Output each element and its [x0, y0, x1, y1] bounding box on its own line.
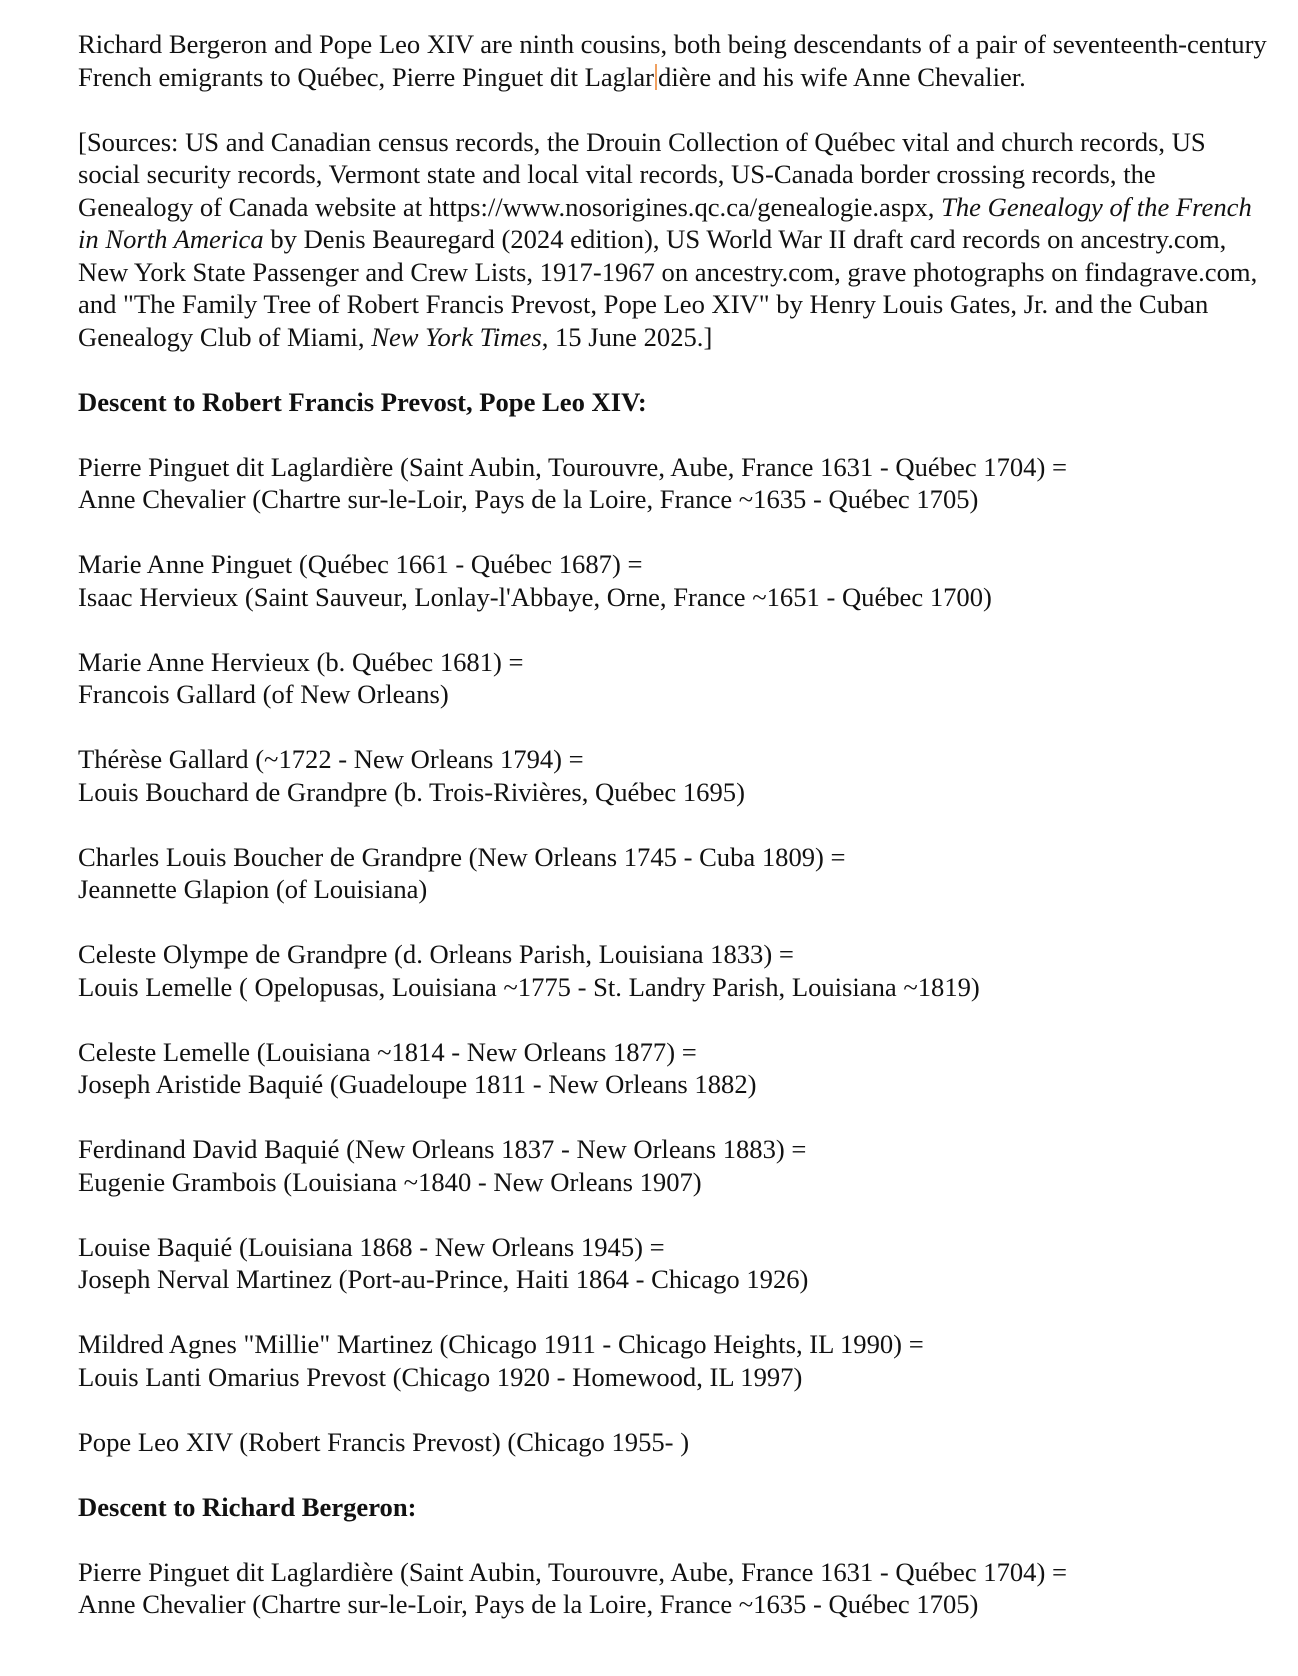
- ancestor-line: Celeste Olympe de Grandpre (d. Orleans Parish, Louisiana 1833) =: [78, 939, 794, 969]
- ancestor-line: Marie Anne Hervieux (b. Québec 1681) =: [78, 646, 524, 677]
- descent-entry: [78, 1328, 1268, 1393]
- descent-entry: [78, 938, 1268, 1003]
- spouse-line: Louis Lemelle ( Opelopusas, Louisiana ~1775 - St. Landry Parish, Louisiana ~1819): [78, 971, 980, 1002]
- spouse-line: Isaac Hervieux (Saint Sauveur, Lonlay-l'Abbaye, Orne, France ~1651 - Québec 1700): [78, 581, 992, 612]
- sources-text-3: , 15 June 2025.]: [541, 321, 713, 352]
- ancestor-line: Pierre Pinguet dit Laglardière (Saint Aubin, Tourouvre, Aube, France 1631 - Québec 1704) =: [78, 1556, 1067, 1587]
- spouse-line: Louis Bouchard de Grandpre (b. Trois-Rivières, Québec 1695): [78, 776, 745, 807]
- sources-paragraph: [78, 126, 1268, 354]
- ancestor-line: Marie Anne Pinguet (Québec 1661 - Québec 1687) =: [78, 549, 643, 579]
- ancestor-line: Charles Louis Boucher de Grandpre (New Orleans 1745 - Cuba 1809) =: [78, 841, 846, 872]
- descent-entry-final: [78, 1426, 1268, 1459]
- spouse-line: Joseph Nerval Martinez (Port-au-Prince, Haiti 1864 - Chicago 1926): [78, 1264, 809, 1294]
- descent-entry: [78, 1133, 1268, 1198]
- spouse-line: Anne Chevalier (Chartre sur-le-Loir, Pays de la Loire, France ~1635 - Québec 1705): [78, 1589, 979, 1619]
- sources-book-title: The Genealogy of the French in North America: [78, 191, 1252, 254]
- intro-text-end: dière and his wife Anne Chevalier.: [658, 61, 1026, 92]
- spouse-line: Francois Gallard (of New Orleans): [78, 679, 449, 709]
- document-body: [78, 28, 1268, 1653]
- spouse-line: Eugenie Grambois (Louisiana ~1840 - New Orleans 1907): [78, 1166, 702, 1197]
- ancestor-line: Mildred Agnes "Millie" Martinez (Chicago 1911 - Chicago Heights, IL 1990) =: [78, 1329, 924, 1359]
- prevost-descent-heading: Descent to Robert Francis Prevost, Pope Leo XIV:: [78, 386, 647, 417]
- ancestor-line: Thérèse Gallard (~1722 - New Orleans 1794) =: [78, 744, 584, 774]
- text-cursor: [655, 64, 657, 90]
- descent-entry: [78, 646, 1268, 711]
- ancestor-line: Ferdinand David Baquié (New Orleans 1837 - New Orleans 1883) =: [78, 1134, 807, 1164]
- bergeron-descent-heading: Descent to Richard Bergeron:: [78, 1491, 417, 1522]
- ancestor-line: Pierre Pinguet dit Laglardière (Saint Aubin, Tourouvre, Aube, France 1631 - Québec 1704) =: [78, 451, 1067, 482]
- spouse-line: Anne Chevalier (Chartre sur-le-Loir, Pays de la Loire, France ~1635 - Québec 1705): [78, 484, 979, 514]
- descent-entry: [78, 841, 1268, 906]
- descent-entry: [78, 1231, 1268, 1296]
- spouse-line: Joseph Aristide Baquié (Guadeloupe 1811 - New Orleans 1882): [78, 1069, 757, 1099]
- prevost-descent-list: [78, 451, 1268, 1459]
- ancestor-line: Celeste Lemelle (Louisiana ~1814 - New Orleans 1877) =: [78, 1036, 697, 1067]
- intro-text-start: Richard Bergeron and Pope Leo XIV are ninth cousins, both being descendants of a pair of seventeenth-century French emigrants to Québec, Pierre Pinguet dit Laglar: [78, 29, 1267, 92]
- spouse-line: Jeannette Glapion (of Louisiana): [78, 874, 428, 904]
- pope-line: Pope Leo XIV (Robert Francis Prevost) (Chicago 1955- ): [78, 1426, 690, 1457]
- descent-entry: [78, 1556, 1268, 1621]
- descent-entry: [78, 743, 1268, 808]
- spouse-line: Louis Lanti Omarius Prevost (Chicago 1920 - Homewood, IL 1997): [78, 1361, 803, 1392]
- ancestor-line: Louise Baquié (Louisiana 1868 - New Orleans 1945) =: [78, 1231, 665, 1262]
- sources-newspaper-title: New York Times: [371, 321, 542, 352]
- intro-paragraph: [78, 28, 1268, 93]
- sources-text-1: [Sources: US and Canadian census records, the Drouin Collection of Québec vital and church records, US social security records, Vermont state and local vital records, US-Canada border crossing records, the Genealogy of Canada website at https://www.nosorigines.qc.ca/genealogie.aspx,: [78, 126, 1206, 222]
- descent-entry: [78, 451, 1268, 516]
- descent-entry: [78, 548, 1268, 613]
- descent-entry: [78, 1036, 1268, 1101]
- bergeron-descent-list: [78, 1556, 1268, 1621]
- sources-text-2: by Denis Beauregard (2024 edition), US World War II draft card records on ancestry.com, New York State Passenger and Crew Lists, 1917-1967 on ancestry.com, grave photographs on findagrave.com, and "The Family Tree of Robert Francis Prevost, Pope Leo XIV" by Henry Louis Gates, Jr. and the Cuban Genealogy Club of Miami,: [78, 224, 1258, 352]
